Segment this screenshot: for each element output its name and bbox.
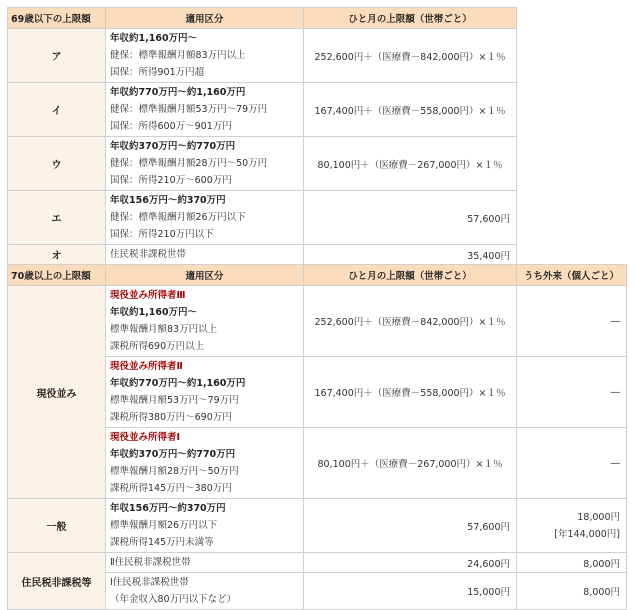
criteria-cell bbox=[106, 357, 304, 428]
criteria-line: 国保：所得600万～901万円 bbox=[110, 121, 232, 132]
criteria-cell bbox=[106, 286, 304, 357]
header-category: 適用区分 bbox=[106, 265, 304, 286]
income-title: 年収約370万円～約770万円 bbox=[110, 141, 236, 152]
limit-amount: 24,600円 bbox=[304, 553, 517, 573]
section1-header-row bbox=[8, 8, 627, 29]
criteria-line: 課税所得145万円～380万円 bbox=[110, 483, 232, 494]
criteria-line: 課税所得145万円未満等 bbox=[110, 537, 214, 548]
outpatient-amount: 8,000円 bbox=[517, 573, 627, 610]
limit-amount: 252,600円＋（医療費－842,000円）×１％ bbox=[304, 286, 517, 357]
criteria-line: 国保：所得901万円超 bbox=[110, 67, 205, 78]
table-row bbox=[8, 499, 627, 553]
criteria-line: 標準報酬月額83万円以上 bbox=[110, 324, 218, 335]
income-class-tag: 現役並み所得者Ⅰ bbox=[110, 432, 181, 443]
outpatient-amount: ― bbox=[517, 357, 627, 428]
criteria-line: 国保：所得210万円以下 bbox=[110, 229, 214, 240]
row-label-nontax: 住民税非課税等 bbox=[8, 553, 106, 610]
income-title: 年収約1,160万円～ bbox=[110, 33, 198, 44]
row-label: ア bbox=[8, 29, 106, 83]
outpatient-amount: ― bbox=[517, 286, 627, 357]
row-label: イ bbox=[8, 83, 106, 137]
criteria-line: 課税所得690万円以上 bbox=[110, 341, 205, 352]
criteria-line: 健保：標準報酬月額28万円～50万円 bbox=[110, 158, 268, 169]
income-title: 年収約1,160万円～ bbox=[110, 307, 198, 318]
row-label: オ bbox=[8, 245, 106, 265]
limit-amount: 35,400円 bbox=[304, 245, 517, 265]
table-row bbox=[8, 286, 627, 357]
income-title: 年収156万円～約370万円 bbox=[110, 195, 226, 206]
criteria-line: 国保：所得210万～600万円 bbox=[110, 175, 232, 186]
outpatient-cell bbox=[517, 499, 627, 553]
outpatient-annual: [年144,000円] bbox=[554, 528, 620, 540]
income-title: 年収156万円～約370万円 bbox=[110, 503, 226, 514]
criteria-line: 健保：標準報酬月額83万円以上 bbox=[110, 50, 246, 61]
criteria-note: （年金収入80万円以下など） bbox=[110, 594, 237, 605]
limit-amount: 57,600円 bbox=[304, 191, 517, 245]
criteria-cell: Ⅱ住民税非課税世帯 bbox=[106, 553, 304, 573]
limit-amount: 80,100円＋（医療費－267,000円）×１％ bbox=[304, 137, 517, 191]
limit-amount: 167,400円＋（医療費－558,000円）×１％ bbox=[304, 357, 517, 428]
medical-cost-limit-table bbox=[7, 7, 627, 610]
criteria-line: 健保：標準報酬月額26万円以下 bbox=[110, 212, 246, 223]
row-label: エ bbox=[8, 191, 106, 245]
limit-amount: 80,100円＋（医療費－267,000円）×１％ bbox=[304, 428, 517, 499]
row-label-ippan: 一般 bbox=[8, 499, 106, 553]
criteria-cell bbox=[106, 428, 304, 499]
income-title: 年収約370万円～約770万円 bbox=[110, 449, 236, 460]
criteria-line: 健保：標準報酬月額53万円～79万円 bbox=[110, 104, 268, 115]
criteria-cell bbox=[106, 137, 304, 191]
outpatient-amount: ― bbox=[517, 428, 627, 499]
criteria-line: 課税所得380万円～690万円 bbox=[110, 412, 232, 423]
header-category: 適用区分 bbox=[106, 8, 304, 29]
criteria-line: 標準報酬月額26万円以下 bbox=[110, 520, 218, 531]
criteria-line: Ⅰ住民税非課税世帯 bbox=[110, 577, 189, 588]
header-outpatient: うち外来（個人ごと） bbox=[517, 265, 627, 286]
criteria-cell bbox=[106, 83, 304, 137]
income-class-tag: 現役並み所得者Ⅱ bbox=[110, 361, 183, 372]
section2-header-row bbox=[8, 265, 627, 286]
outpatient-amount: 8,000円 bbox=[517, 553, 627, 573]
criteria-line: 標準報酬月額53万円～79万円 bbox=[110, 395, 239, 406]
criteria-line: 標準報酬月額28万円～50万円 bbox=[110, 466, 239, 477]
income-class-tag: 現役並み所得者Ⅲ bbox=[110, 290, 186, 301]
row-label: ウ bbox=[8, 137, 106, 191]
header-under69: 69歳以下の上限額 bbox=[8, 8, 106, 29]
outpatient-amount: 18,000円 bbox=[577, 511, 620, 523]
criteria-cell bbox=[106, 29, 304, 83]
income-title: 年収約770万円～約1,160万円 bbox=[110, 87, 246, 98]
empty-area bbox=[517, 8, 627, 265]
criteria-cell bbox=[106, 191, 304, 245]
criteria-cell bbox=[106, 573, 304, 610]
criteria-cell bbox=[106, 499, 304, 553]
header-over70: 70歳以上の上限額 bbox=[8, 265, 106, 286]
limit-amount: 252,600円＋（医療費－842,000円）×１％ bbox=[304, 29, 517, 83]
criteria-cell: 住民税非課税世帯 bbox=[106, 245, 304, 265]
header-monthly-limit: ひと月の上限額（世帯ごと） bbox=[304, 265, 517, 286]
limit-amount: 15,000円 bbox=[304, 573, 517, 610]
limit-amount: 57,600円 bbox=[304, 499, 517, 553]
income-title: 年収約770万円～約1,160万円 bbox=[110, 378, 246, 389]
header-monthly-limit: ひと月の上限額（世帯ごと） bbox=[304, 8, 517, 29]
limit-amount: 167,400円＋（医療費－558,000円）×１％ bbox=[304, 83, 517, 137]
row-label-genekinami: 現役並み bbox=[8, 286, 106, 499]
